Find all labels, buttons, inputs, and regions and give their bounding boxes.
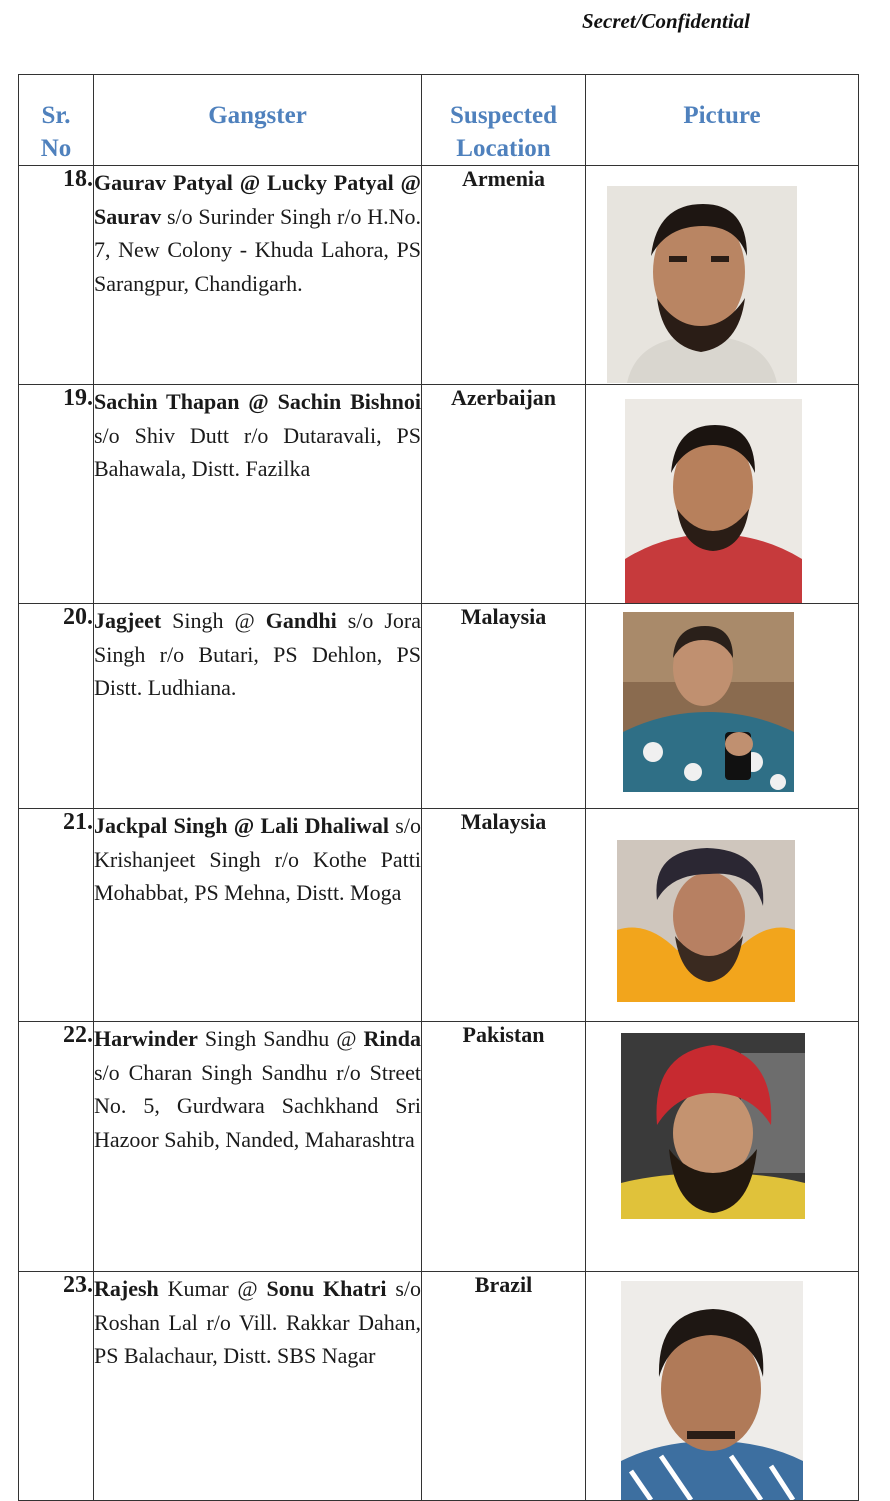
gangster-alias: Rinda (363, 1026, 421, 1051)
table-row (19, 166, 859, 385)
sr-number: 19. (19, 385, 94, 604)
picture-cell (586, 1022, 859, 1272)
gangster-details (94, 1022, 422, 1272)
gangster-details (94, 1272, 422, 1501)
gangster-details (94, 166, 422, 385)
gangster-address: s/o Jora Singh r/o Butari, PS Dehlon, PS Distt. Ludhiana. (94, 608, 422, 701)
suspected-location: Pakistan (422, 1022, 586, 1272)
gangster-photo (621, 1281, 803, 1500)
sr-number: 20. (19, 604, 94, 809)
gangster-photo (607, 186, 797, 383)
picture-cell (586, 385, 859, 604)
header-sr-no: Sr. No (19, 75, 94, 166)
table-row (19, 809, 859, 1022)
gangster-alias: Jackpal Singh @ Lali Dhaliwal (94, 813, 390, 838)
table-row (19, 1272, 859, 1501)
suspected-location: Malaysia (422, 604, 586, 809)
gangster-name: Harwinder (94, 1026, 198, 1051)
picture-cell (586, 604, 859, 809)
gangster-alias: Gaurav Patyal @ Lucky Patyal @ Saurav (94, 170, 421, 229)
gangster-alias: Gandhi (265, 608, 337, 633)
gangster-address: s/o Charan Singh Sandhu r/o Street No. 5, Gurdwara Sachkhand Sri Hazoor Sahib, Nanded, Maharashtra (94, 1059, 421, 1152)
gangster-address: s/o Surinder Singh r/o H.No. 7, New Colony - Khuda Lahora, PS Sarangpur, Chandigarh. (94, 203, 421, 296)
gangster-table (18, 74, 859, 1501)
gangster-details (94, 385, 422, 604)
header-gangster: Gangster (94, 75, 422, 166)
table-header-row (19, 75, 859, 166)
gangster-details (94, 809, 422, 1022)
gangster-photo (617, 840, 795, 1002)
picture-cell (586, 1272, 859, 1501)
gangster-name: Rajesh (94, 1276, 159, 1301)
gangster-details (94, 604, 422, 809)
gangster-alias: Sachin Thapan @ Sachin Bishnoi (94, 389, 421, 414)
header-picture: Picture (586, 75, 859, 166)
gangster-address: s/o Krishanjeet Singh r/o Kothe Patti Mohabbat, PS Mehna, Distt. Moga (94, 813, 421, 906)
sr-number: 22. (19, 1022, 94, 1272)
gangster-alias: Sonu Khatri (266, 1276, 387, 1301)
sr-number: 18. (19, 166, 94, 385)
suspected-location: Azerbaijan (422, 385, 586, 604)
gangster-name: Jagjeet (94, 608, 162, 633)
table-row (19, 1022, 859, 1272)
classification-label: Secret/Confidential (582, 9, 750, 33)
suspected-location: Malaysia (422, 809, 586, 1022)
gangster-photo (625, 399, 802, 603)
gangster-photo (621, 1033, 805, 1219)
sr-number: 21. (19, 809, 94, 1022)
gangster-name-mid: Kumar @ (158, 1276, 267, 1301)
gangster-name-mid: Singh Sandhu @ (197, 1026, 364, 1051)
gangster-photo (623, 612, 794, 792)
gangster-address: s/o Shiv Dutt r/o Dutaravali, PS Bahawala, Distt. Fazilka (94, 422, 421, 482)
sr-number: 23. (19, 1272, 94, 1501)
table-row (19, 385, 859, 604)
header-location: Suspected Location (422, 75, 586, 166)
suspected-location: Armenia (422, 166, 586, 385)
gangster-address: s/o Roshan Lal r/o Vill. Rakkar Dahan, PS Balachaur, Distt. SBS Nagar (94, 1276, 421, 1369)
picture-cell (586, 166, 859, 385)
gangster-name-mid: Singh @ (161, 608, 266, 633)
suspected-location: Brazil (422, 1272, 586, 1501)
picture-cell (586, 809, 859, 1022)
table-row (19, 604, 859, 809)
